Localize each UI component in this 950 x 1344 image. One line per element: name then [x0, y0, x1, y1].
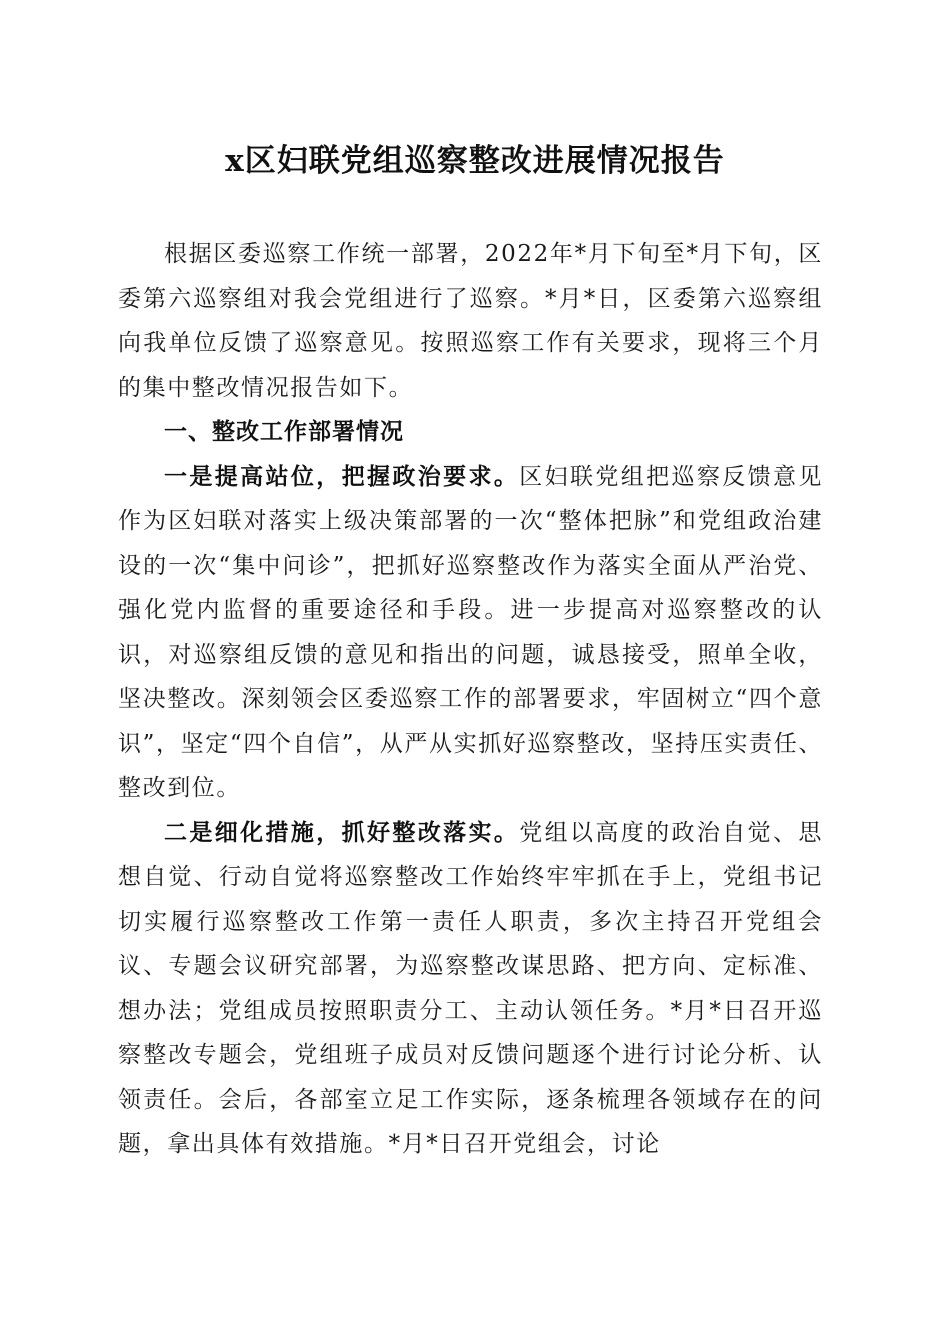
document-body: [118, 232, 823, 1167]
section-heading: 一、整改工作部署情况: [164, 419, 404, 445]
point-1-paragraph: [118, 455, 823, 811]
document-title: x区妇联党组巡察整改进展情况报告: [225, 143, 725, 179]
point-1-text: 区妇联党组把巡察反馈意见作为区妇联对落实上级决策部署的一次“整体把脉”和党组政治建设的一次“集中问诊”，把抓好巡察整改作为落实全面从严治党、强化党内监督的重要途径和手段。进一步提高对巡察整改的认识，对巡察组反馈的意见和指出的问题，诚恳接受，照单全收，坚决整改。深刻领会区委巡察工作的部署要求，牢固树立“四个意识”，坚定“四个自信”，从严从实抓好巡察整改，坚持压实责任、整改到位。: [118, 463, 823, 801]
point-1-lead: 一是提高站位，把握政治要求。: [164, 463, 520, 490]
point-2-paragraph: [118, 811, 823, 1167]
point-2-text: 党组以高度的政治自觉、思想自觉、行动自觉将巡察整改工作始终牢牢抓在手上，党组书记切实履行巡察整改工作第一责任人职责，多次主持召开党组会议、专题会议研究部署，为巡察整改谋思路、把方向、定标准、想办法；党组成员按照职责分工、主动认领任务。*月*日召开巡察整改专题会，党组班子成员对反馈问题逐个进行讨论分析、认领责任。会后，各部室立足工作实际，逐条梳理各领域存在的问题，拿出具体有效措施。*月*日召开党组会，讨论: [118, 819, 823, 1157]
point-2-lead: 二是细化措施，抓好整改落实。: [164, 819, 520, 846]
intro-paragraph: 根据区委巡察工作统一部署，2022年*月下旬至*月下旬，区委第六巡察组对我会党组进行了巡察。*月*日，区委第六巡察组向我单位反馈了巡察意见。按照巡察工作有关要求，现将三个月的集中整改情况报告如下。: [118, 241, 823, 401]
